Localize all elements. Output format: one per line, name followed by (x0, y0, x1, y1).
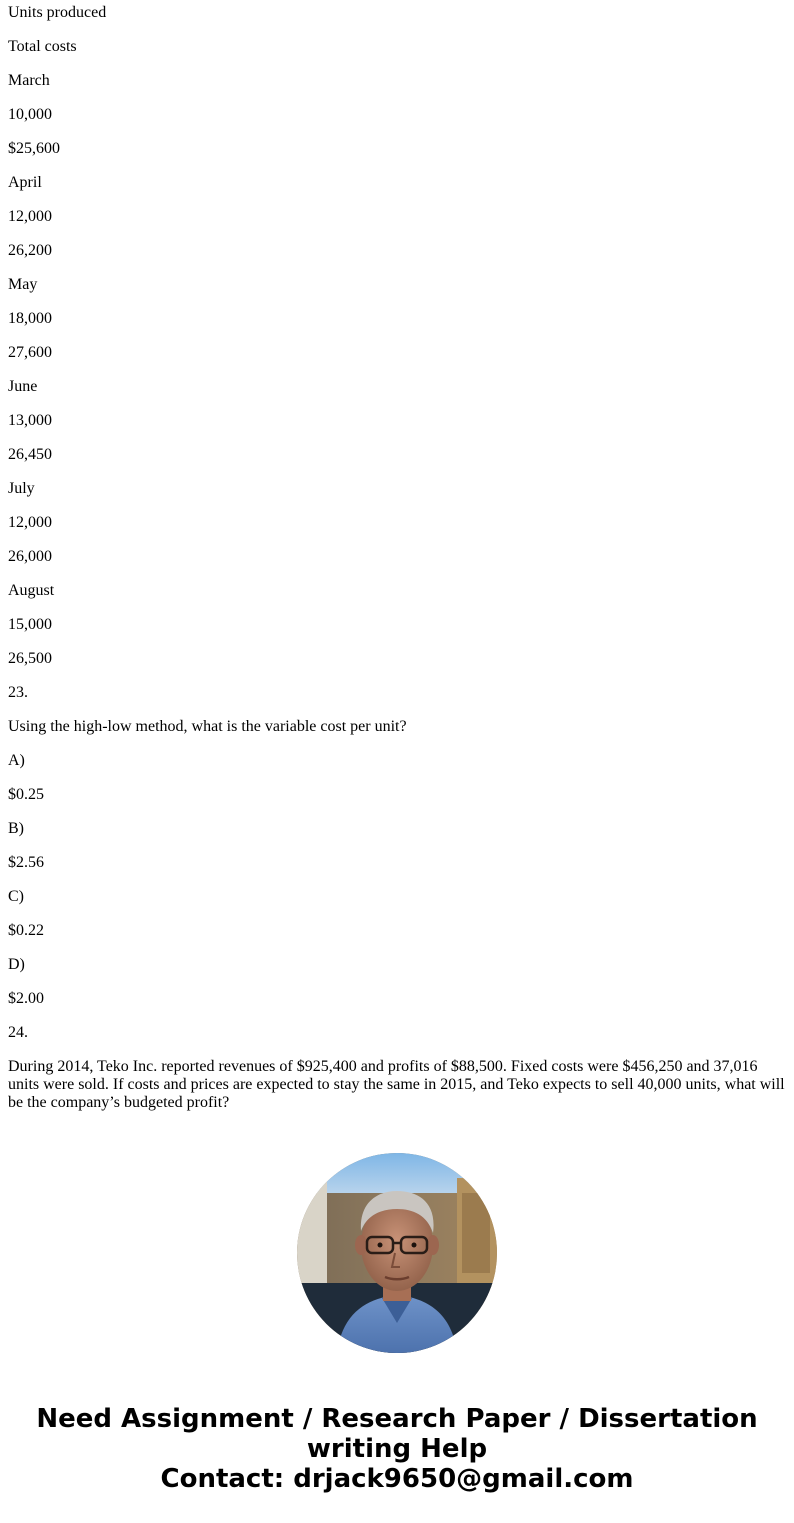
month-march: March (8, 72, 50, 89)
may-units: 18,000 (8, 310, 52, 327)
april-units: 12,000 (8, 208, 52, 225)
header-total-costs: Total costs (8, 38, 77, 55)
month-july: July (8, 480, 35, 497)
banner-line-1: Need Assignment / Research Paper / Dissertation (36, 1404, 758, 1434)
option-d-value: $2.00 (8, 990, 44, 1007)
banner-contact: Contact: drjack9650@gmail.com (160, 1464, 634, 1494)
option-a-value: $0.25 (8, 786, 44, 803)
option-b-label: B) (8, 820, 24, 837)
promo-banner (0, 1404, 794, 1494)
header-units-produced: Units produced (8, 4, 107, 21)
option-c-value: $0.22 (8, 922, 44, 939)
august-units: 15,000 (8, 616, 52, 633)
month-may: May (8, 276, 38, 293)
july-cost: 26,000 (8, 548, 52, 565)
may-cost: 27,600 (8, 344, 52, 361)
question-24-text: During 2014, Teko Inc. reported revenues of $925,400 and profits of $88,500. Fixed costs were $456,250 and 37,016 units were sold. If costs and prices are expected to stay the same in 2015, and Teko expects to sell 40,000 units, what will be the company’s budgeted profit? (8, 1058, 785, 1111)
option-b-value: $2.56 (8, 854, 44, 871)
april-cost: 26,200 (8, 242, 52, 259)
question-23-text: Using the high-low method, what is the variable cost per unit? (8, 718, 407, 735)
june-cost: 26,450 (8, 446, 52, 463)
august-cost: 26,500 (8, 650, 52, 667)
july-units: 12,000 (8, 514, 52, 531)
author-portrait-image (297, 1153, 497, 1353)
banner-line-2: writing Help (306, 1434, 488, 1464)
month-june: June (8, 378, 38, 395)
question-23-number: 23. (8, 684, 28, 701)
june-units: 13,000 (8, 412, 52, 429)
option-c-label: C) (8, 888, 24, 905)
question-24-number: 24. (8, 1024, 28, 1041)
option-a-label: A) (8, 752, 25, 769)
month-august: August (8, 582, 55, 599)
option-d-label: D) (8, 956, 25, 973)
author-avatar (297, 1153, 497, 1353)
march-cost: $25,600 (8, 140, 60, 157)
march-units: 10,000 (8, 106, 52, 123)
month-april: April (8, 174, 42, 191)
